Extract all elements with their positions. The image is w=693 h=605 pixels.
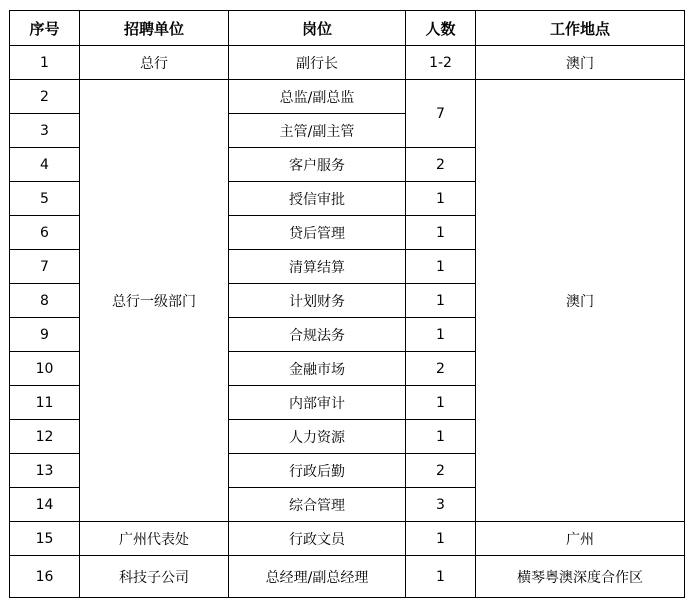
recruitment-table — [9, 10, 685, 598]
header-no: 序号 — [10, 11, 80, 46]
cell-post: 人力资源 — [229, 420, 406, 454]
cell-post: 计划财务 — [229, 284, 406, 318]
cell-post: 行政后勤 — [229, 454, 406, 488]
cell-no: 3 — [10, 114, 80, 148]
cell-unit: 总行一级部门 — [80, 80, 229, 522]
cell-unit: 总行 — [80, 46, 229, 80]
cell-post: 主管/副主管 — [229, 114, 406, 148]
cell-count: 1 — [406, 182, 476, 216]
cell-no: 8 — [10, 284, 80, 318]
cell-count: 7 — [406, 80, 476, 148]
cell-count: 1 — [406, 250, 476, 284]
cell-no: 2 — [10, 80, 80, 114]
cell-count: 2 — [406, 148, 476, 182]
cell-no: 11 — [10, 386, 80, 420]
cell-count: 1 — [406, 216, 476, 250]
cell-post: 内部审计 — [229, 386, 406, 420]
table-row — [10, 80, 685, 114]
cell-location: 广州 — [476, 522, 685, 556]
cell-location: 横琴粤澳深度合作区 — [476, 556, 685, 598]
cell-post: 副行长 — [229, 46, 406, 80]
cell-post: 客户服务 — [229, 148, 406, 182]
cell-post: 总经理/副总经理 — [229, 556, 406, 598]
cell-post: 综合管理 — [229, 488, 406, 522]
cell-no: 4 — [10, 148, 80, 182]
cell-no: 9 — [10, 318, 80, 352]
cell-unit: 科技子公司 — [80, 556, 229, 598]
cell-location: 澳门 — [476, 80, 685, 522]
cell-no: 6 — [10, 216, 80, 250]
cell-count: 1 — [406, 386, 476, 420]
cell-no: 12 — [10, 420, 80, 454]
cell-post: 清算结算 — [229, 250, 406, 284]
cell-count: 1 — [406, 556, 476, 598]
cell-count: 1 — [406, 522, 476, 556]
cell-unit: 广州代表处 — [80, 522, 229, 556]
table-row — [10, 46, 685, 80]
cell-count: 1 — [406, 420, 476, 454]
cell-no: 15 — [10, 522, 80, 556]
table-row — [10, 522, 685, 556]
cell-count: 2 — [406, 454, 476, 488]
header-post: 岗位 — [229, 11, 406, 46]
cell-no: 13 — [10, 454, 80, 488]
cell-post: 总监/副总监 — [229, 80, 406, 114]
header-row — [10, 11, 685, 46]
cell-no: 14 — [10, 488, 80, 522]
cell-post: 金融市场 — [229, 352, 406, 386]
cell-no: 1 — [10, 46, 80, 80]
cell-post: 贷后管理 — [229, 216, 406, 250]
cell-no: 16 — [10, 556, 80, 598]
cell-count: 1 — [406, 318, 476, 352]
cell-no: 5 — [10, 182, 80, 216]
table-row — [10, 556, 685, 598]
cell-count: 3 — [406, 488, 476, 522]
cell-post: 行政文员 — [229, 522, 406, 556]
cell-post: 合规法务 — [229, 318, 406, 352]
header-unit: 招聘单位 — [80, 11, 229, 46]
cell-location: 澳门 — [476, 46, 685, 80]
cell-post: 授信审批 — [229, 182, 406, 216]
header-count: 人数 — [406, 11, 476, 46]
header-location: 工作地点 — [476, 11, 685, 46]
cell-no: 10 — [10, 352, 80, 386]
cell-count: 1 — [406, 284, 476, 318]
cell-count: 2 — [406, 352, 476, 386]
cell-count: 1-2 — [406, 46, 476, 80]
cell-no: 7 — [10, 250, 80, 284]
